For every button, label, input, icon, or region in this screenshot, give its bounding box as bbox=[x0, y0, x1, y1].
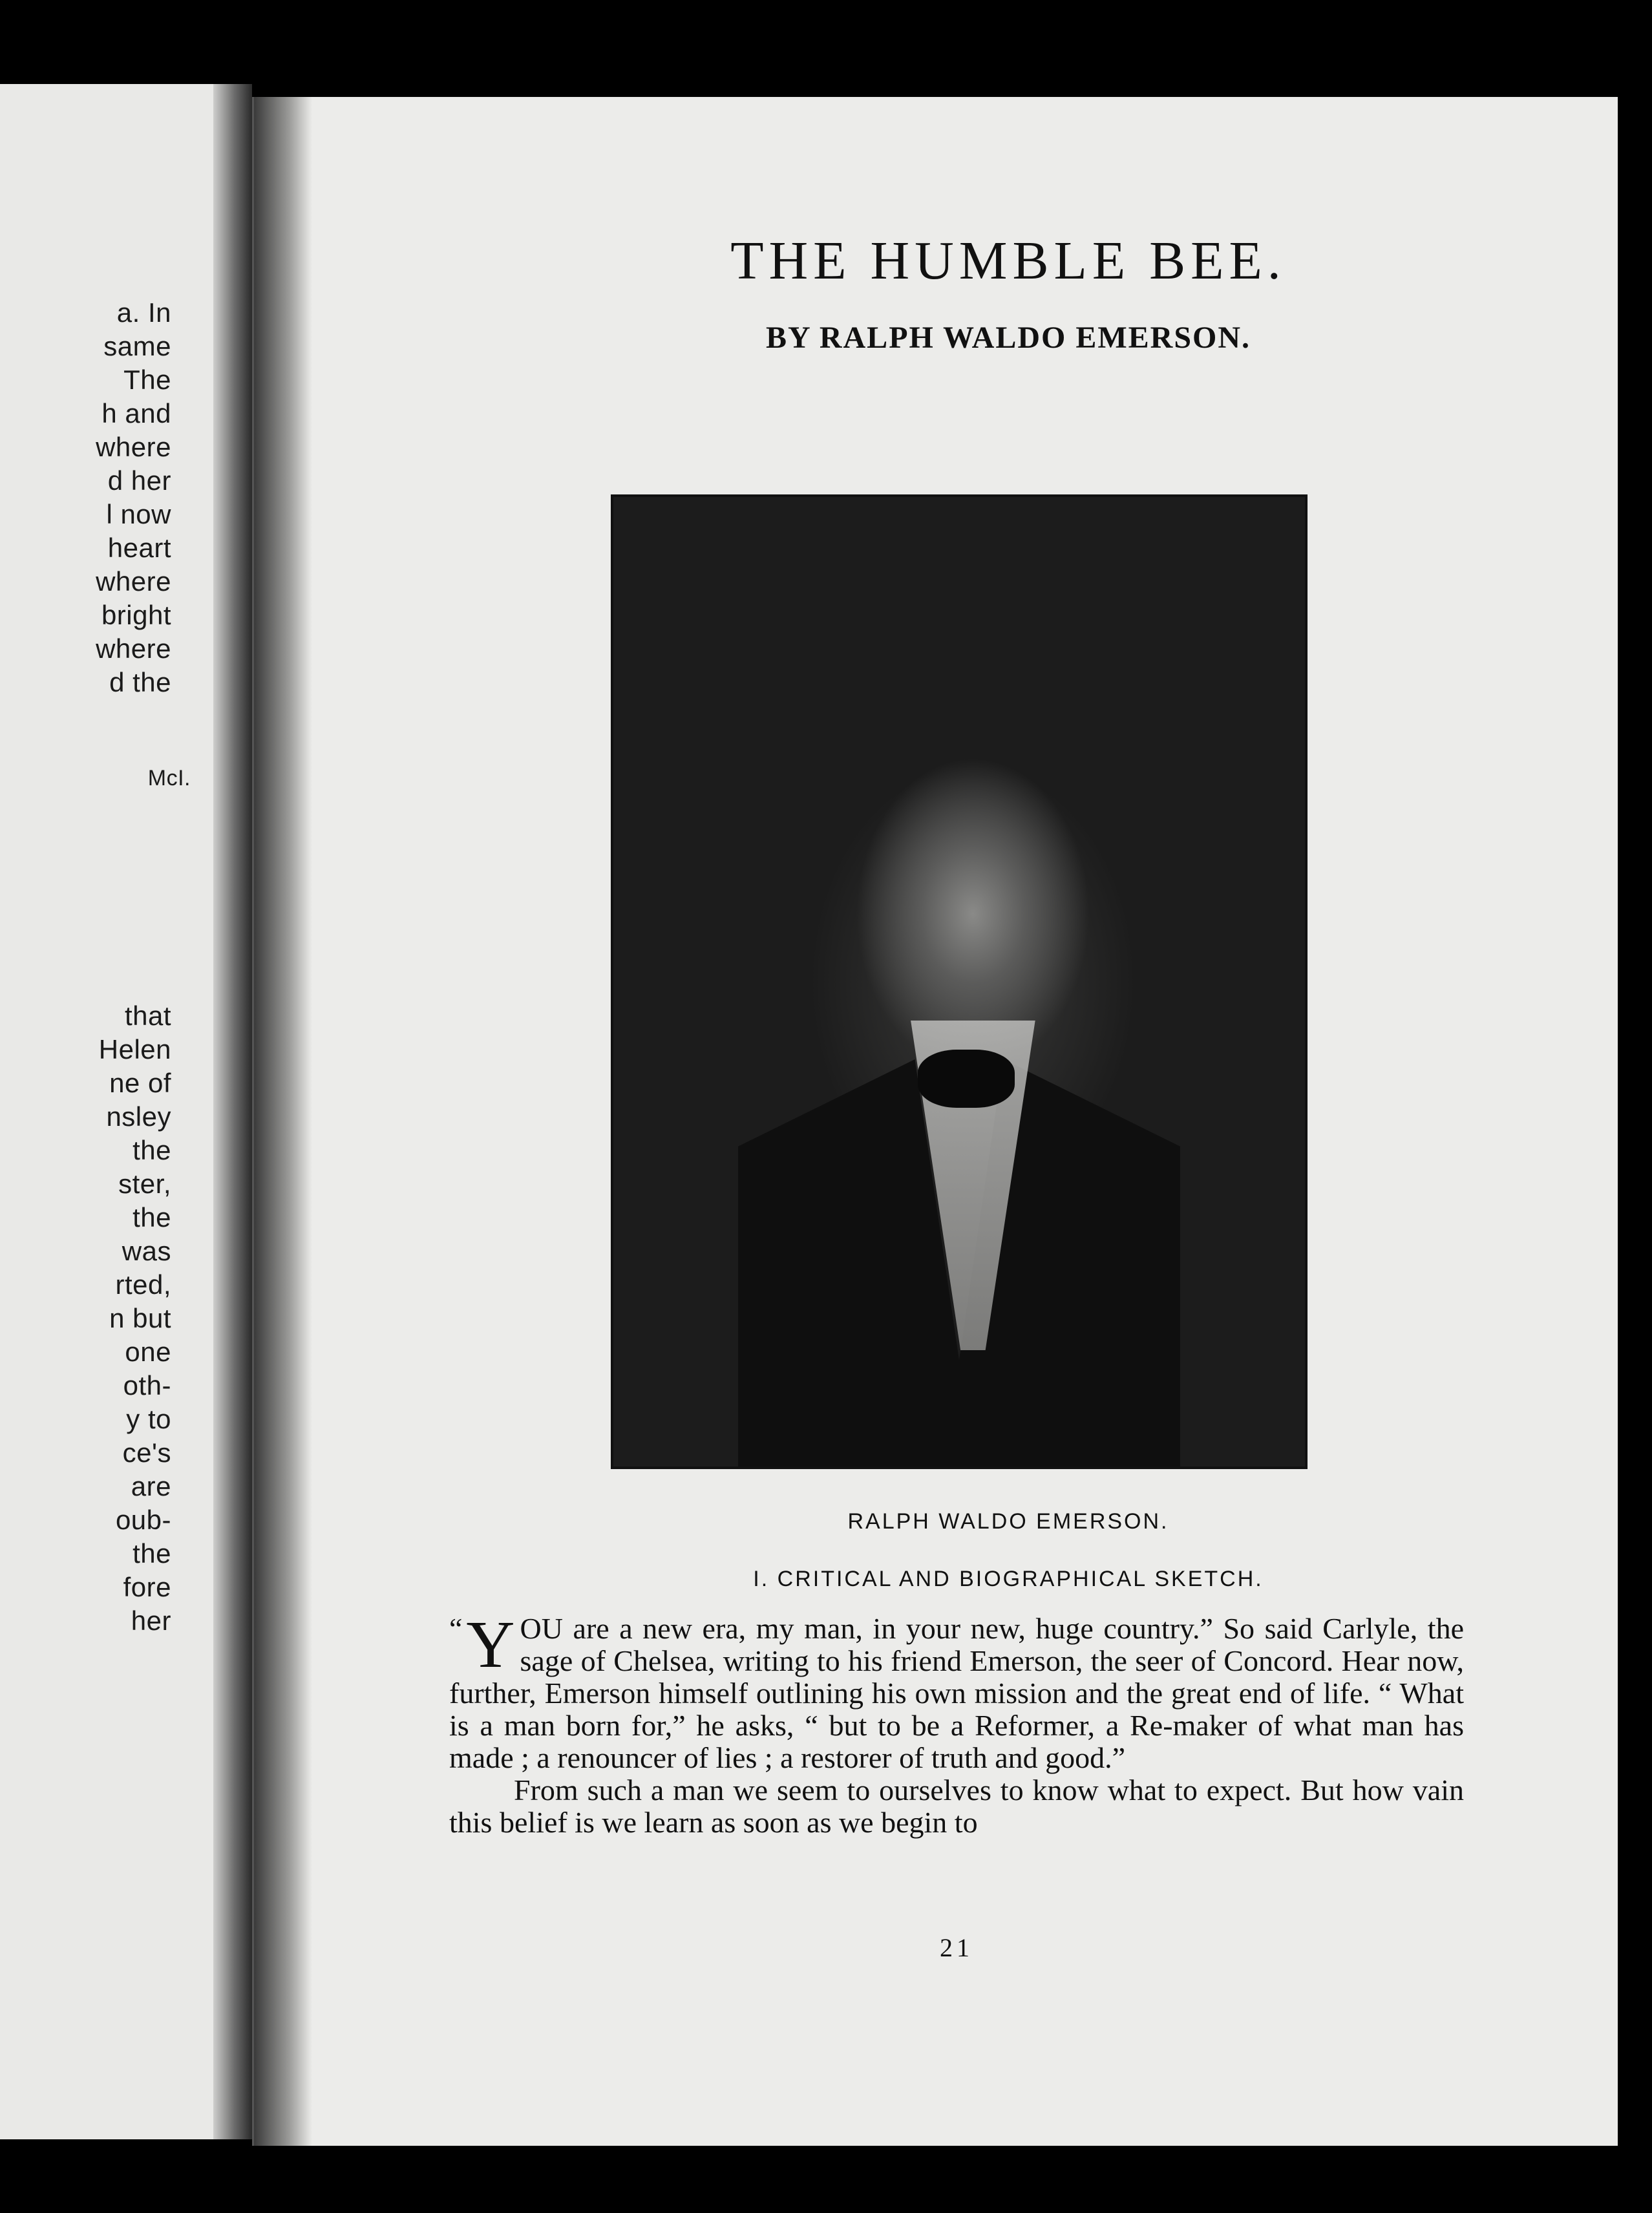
previous-page-line: where bbox=[96, 566, 171, 597]
previous-page-line: where bbox=[96, 432, 171, 462]
previous-page-line: are bbox=[131, 1471, 171, 1501]
previous-page-line: the bbox=[132, 1202, 171, 1233]
previous-page-fragment bbox=[0, 84, 252, 2139]
previous-page-line: oth- bbox=[123, 1370, 171, 1401]
previous-page-line: d the bbox=[109, 667, 171, 697]
scan-bottom-border bbox=[0, 2146, 1652, 2213]
previous-page-line: was bbox=[122, 1236, 171, 1266]
previous-page-line: The bbox=[123, 365, 171, 395]
previous-page-line: ce's bbox=[122, 1437, 171, 1468]
body-paragraph-2: From such a man we seem to ourselves to know what to expect. But how vain this belief is we learn as soon as we begin to bbox=[449, 1774, 1464, 1839]
article-body bbox=[449, 1607, 1464, 1839]
previous-page-line: where bbox=[96, 633, 171, 664]
previous-page-line: y to bbox=[126, 1404, 171, 1434]
previous-page-line: one bbox=[125, 1337, 171, 1367]
portrait-tie-shape bbox=[918, 1050, 1015, 1108]
drop-cap-letter: Y bbox=[466, 1607, 515, 1682]
author-portrait-photo bbox=[611, 494, 1308, 1469]
portrait-caption: RALPH WALDO EMERSON. bbox=[847, 1509, 1169, 1534]
previous-page-line: nsley bbox=[106, 1101, 171, 1132]
body-paragraph-1 bbox=[449, 1607, 1464, 1774]
section-heading: I. CRITICAL AND BIOGRAPHICAL SKETCH. bbox=[753, 1567, 1264, 1591]
previous-page-line: the bbox=[132, 1135, 171, 1165]
paragraph-1-text: OU are a new era, my man, in your new, huge country.” So said Carlyle, the sage of Chelsea, writing to his friend Emerson, the seer of Concord. Hear now, further, Emerson himself outlining his own mission and the great end of life. “ What is a man born for,” he asks, “ but to be a Reformer, a Re-maker of what man has made ; a renouncer of lies ; a restorer of truth and good.” bbox=[449, 1612, 1464, 1774]
article-title: THE HUMBLE BEE. bbox=[730, 231, 1286, 291]
previous-page-line: that bbox=[124, 1001, 171, 1031]
previous-page-line: fore bbox=[123, 1572, 171, 1602]
previous-page-line: oub- bbox=[115, 1505, 171, 1535]
page-number: 21 bbox=[940, 1933, 973, 1962]
opening-quote-mark: “ bbox=[449, 1612, 463, 1645]
article-byline: BY RALPH WALDO EMERSON. bbox=[765, 321, 1251, 355]
previous-page-line: ne of bbox=[109, 1068, 171, 1098]
previous-page-line: bright bbox=[101, 600, 171, 630]
previous-page-line: the bbox=[132, 1538, 171, 1569]
previous-page-line: same bbox=[103, 331, 171, 361]
previous-page-line: a. In bbox=[116, 297, 171, 328]
previous-page-line: heart bbox=[107, 533, 171, 563]
page-gutter-shadow bbox=[213, 84, 252, 2139]
previous-page-line: Helen bbox=[98, 1034, 171, 1064]
binding-spine-shadow bbox=[254, 97, 312, 2152]
previous-page-line: rted, bbox=[115, 1269, 171, 1300]
previous-page-signature: McI. bbox=[147, 766, 191, 790]
previous-page-line: h and bbox=[101, 398, 171, 429]
previous-page-line: ster, bbox=[118, 1169, 171, 1199]
previous-page-line: n but bbox=[109, 1303, 171, 1333]
previous-page-line: l now bbox=[106, 499, 171, 529]
previous-page-line: d her bbox=[107, 465, 171, 496]
previous-page-line: her bbox=[131, 1605, 171, 1636]
